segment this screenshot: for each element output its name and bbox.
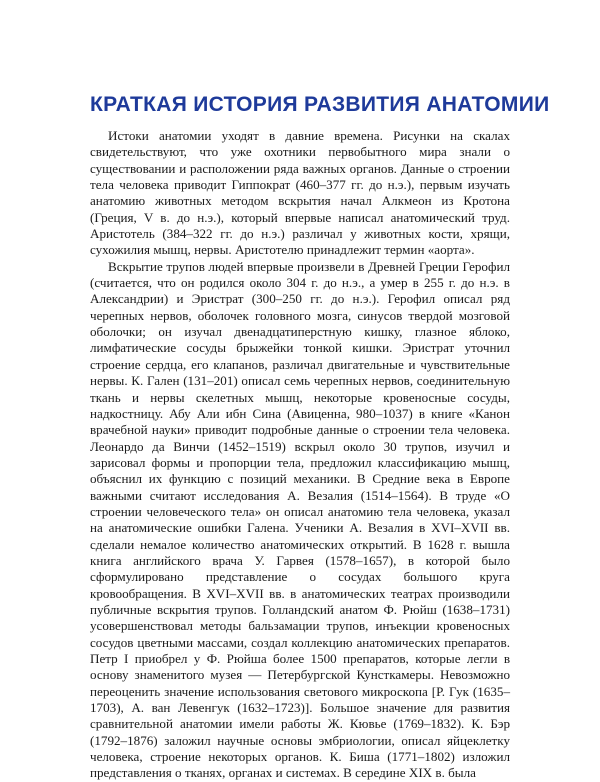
section-heading: КРАТКАЯ ИСТОРИЯ РАЗВИТИЯ АНАТОМИИ (90, 93, 550, 116)
page-content (90, 92, 550, 782)
paragraph-history: Вскрытие трупов людей впервые произвели в Древней Греции Герофил (считается, что он родился около 304 г. до н.э., а умер в 255 г. до н.э. в Александрии) и Эристрат (300–250 гг. до н.э.). Герофил описал ряд черепных нервов, оболочек головного мозга, синусов твердой мозговой оболочки; он изучал двенадцатиперстную кишку, глазное яблоко, лимфатические сосуды брыжейки тонкой кишки. Эристрат уточнил строение сердца, его клапанов, различал двигательные и чувствительные нервы. К. Гален (131–201) описал семь черепных нервов, соединительную ткань и нервы скелетных мышц, некоторые кровеносные сосуды, надкостницу. Абу Али ибн Сина (Авиценна, 980–1037) в книге «Канон врачебной науки» приводит подробные данные о строении тела человека. Леонардо да Винчи (1452–1519) вскрыл около 30 трупов, изучил и зарисовал формы и пропорции тела, предложил классификацию мышц, объяснил их функцию с позиций механики. В Средние века в Европе важными считают исследования А. Везалия (1514–1564). В труде «О строении человеческого тела» он описал анатомию тела человека, указал на анатомические ошибки Галена. Ученики А. Везалия в XVI–XVII вв. сделали немалое количество анатомических открытий. В 1628 г. вышла книга английского врача У. Гарвея (1578–1657), в которой было сформулировано представление о сосудах большого круга кровообращения. В XVI–XVII вв. в анатомических театрах производили публичные вскрытия трупов. Голландский анатом Ф. Рюйш (1638–1731) усовершенствовал методы бальзамации трупов, инъекции кровеносных сосудов цветными массами, создал коллекцию анатомических препаратов. Петр I приобрел у Ф. Рюйша более 1500 препаратов, которые легли в основу знаменитого музея — Петербургской Кунсткамеры. Невозможно переоценить значение использования светового микроскопа [Р. Гук (1635–1703), А. ван Левенгук (1632–1723)]. Большое значение для развития сравнительной анатомии имели работы Ж. Кювье (1769–1832). К. Бэр (1792–1876) заложил научные основы эмбриологии, описал яйцеклетку человека, строение некоторых органов. К. Биша (1771–1802) изложил представления о тканях, органах и системах. В середине XIX в. была (90, 258, 510, 781)
paragraph-intro: Истоки анатомии уходят в давние времена. Рисунки на скалах свидетельствуют, что уже охотники первобытного мира знали о существовании и расположении ряда важных органов. Данные о строении тела человека приводит Гиппократ (460–377 гг. до н.э.), первым изучать анатомию животных методом вскрытия начал Алкмеон из Кротона (Греция, V в. до н.э.), который впервые написал анатомический труд. Аристотель (384–322 гг. до н.э.) различал у животных кости, хрящи, сухожилия мышц, нервы. Аристотелю принадлежит термин «аорта». (90, 128, 510, 258)
